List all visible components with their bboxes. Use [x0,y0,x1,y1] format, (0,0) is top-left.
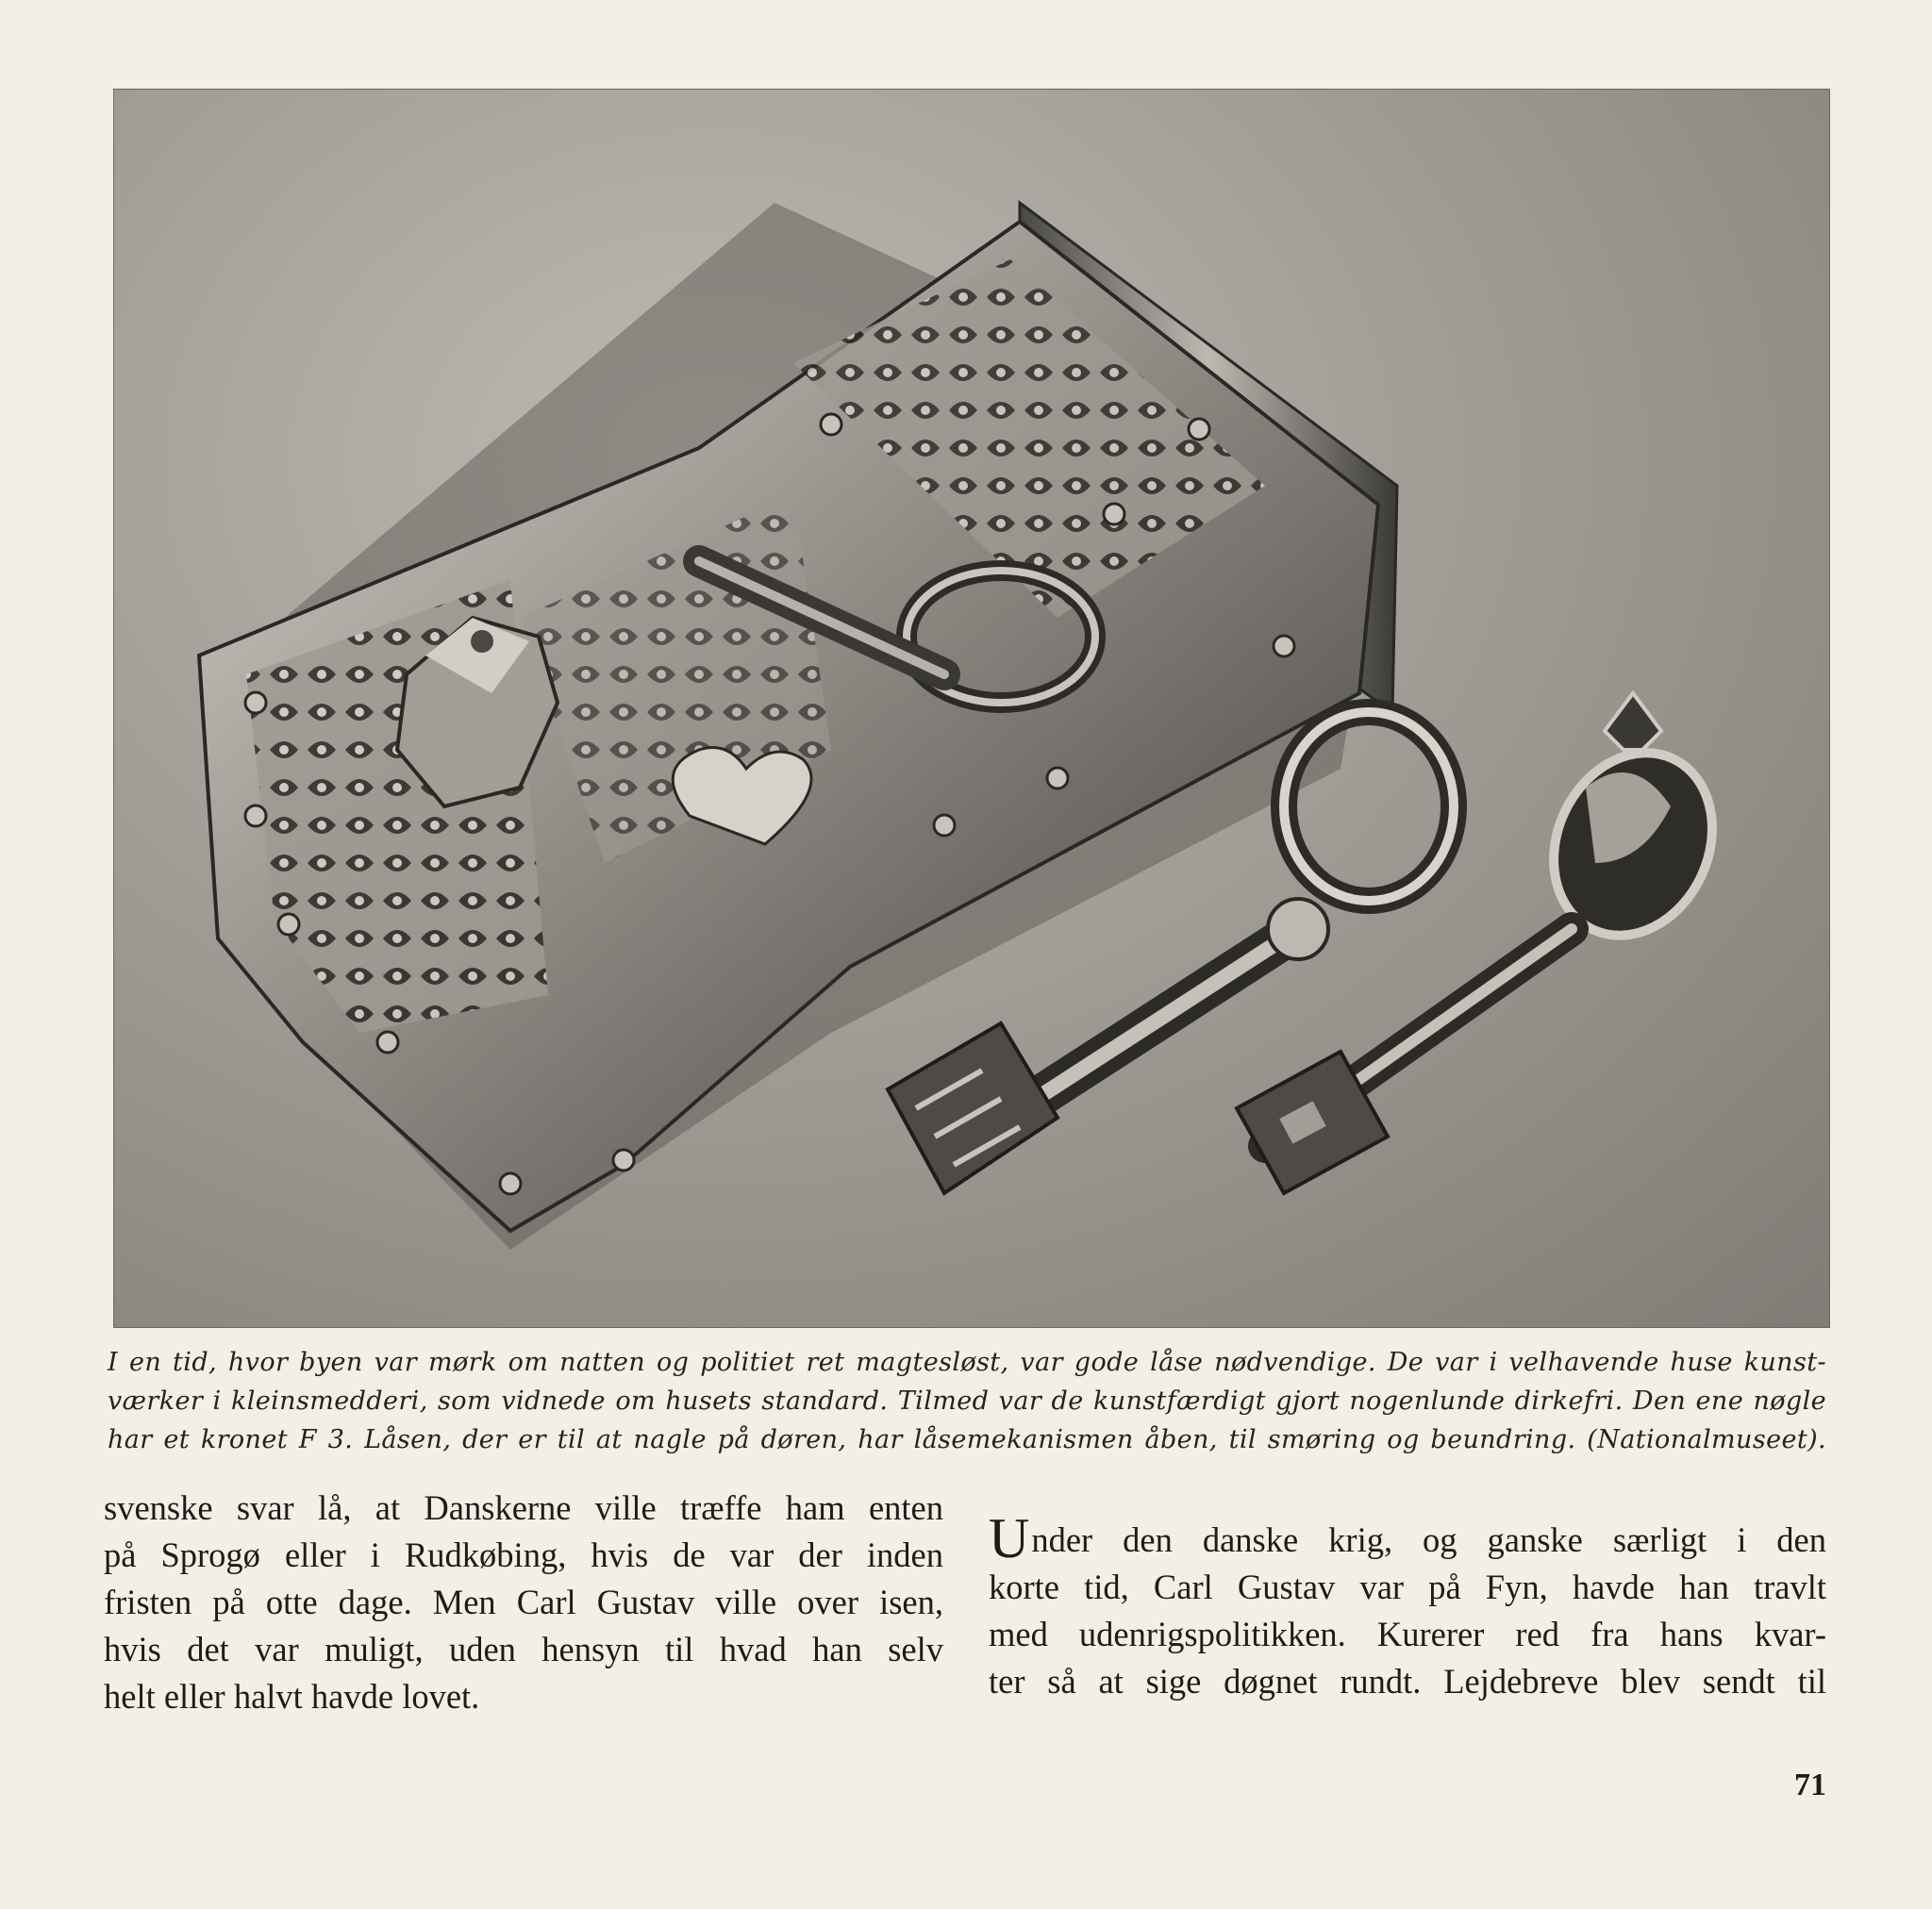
text-line: ter så at sige døgnet rundt. Lejdebreve blev sendt til [989,1662,1826,1701]
text-line: korte tid, Carl Gustav var på Fyn, havde han travlt [989,1568,1826,1606]
text-line: helt eller halvt havde lovet. [104,1677,480,1716]
lock-and-keys-photo [113,89,1830,1328]
text-line: med udenrigspolitikken. Kurerer red fra hans kvar- [989,1615,1826,1653]
drop-cap: U [989,1507,1030,1569]
text-line: svenske svar lå, at Danskerne ville træffe ham enten [104,1488,943,1527]
text-line: hvis det var muligt, uden hensyn til hvad han selv [104,1630,943,1668]
text-line-first [989,1507,1826,1569]
first-line-text: nder den danske krig, og ganske særligt i den [1031,1520,1826,1559]
left-text-column [104,1485,943,1720]
right-text-column [989,1507,1826,1705]
text-line: på Sprogø eller i Rudkøbing, hvis de var der inden [104,1536,943,1574]
text-line: fristen på otte dage. Men Carl Gustav ville over isen, [104,1583,943,1621]
caption-line: I en tid, hvor byen var mørk om natten og politiet ret magtesløst, var gode låse nødvendige. De var i velhavende huse kunst- [108,1348,1826,1377]
photo-caption [108,1343,1826,1459]
caption-line: værker i kleinsmedderi, som vidnede om husets standard. Tilmed var de kunstfærdigt gjort nogenlunde dirkefri. Den ene nøgle [108,1386,1826,1416]
page-number: 71 [1794,1768,1826,1802]
lock-illustration [114,90,1829,1327]
caption-line: har et kronet F 3. Låsen, der er til at nagle på døren, har låsemekanismen åben, til smøring og beundring. (Nationalmuseet). [108,1425,1826,1454]
